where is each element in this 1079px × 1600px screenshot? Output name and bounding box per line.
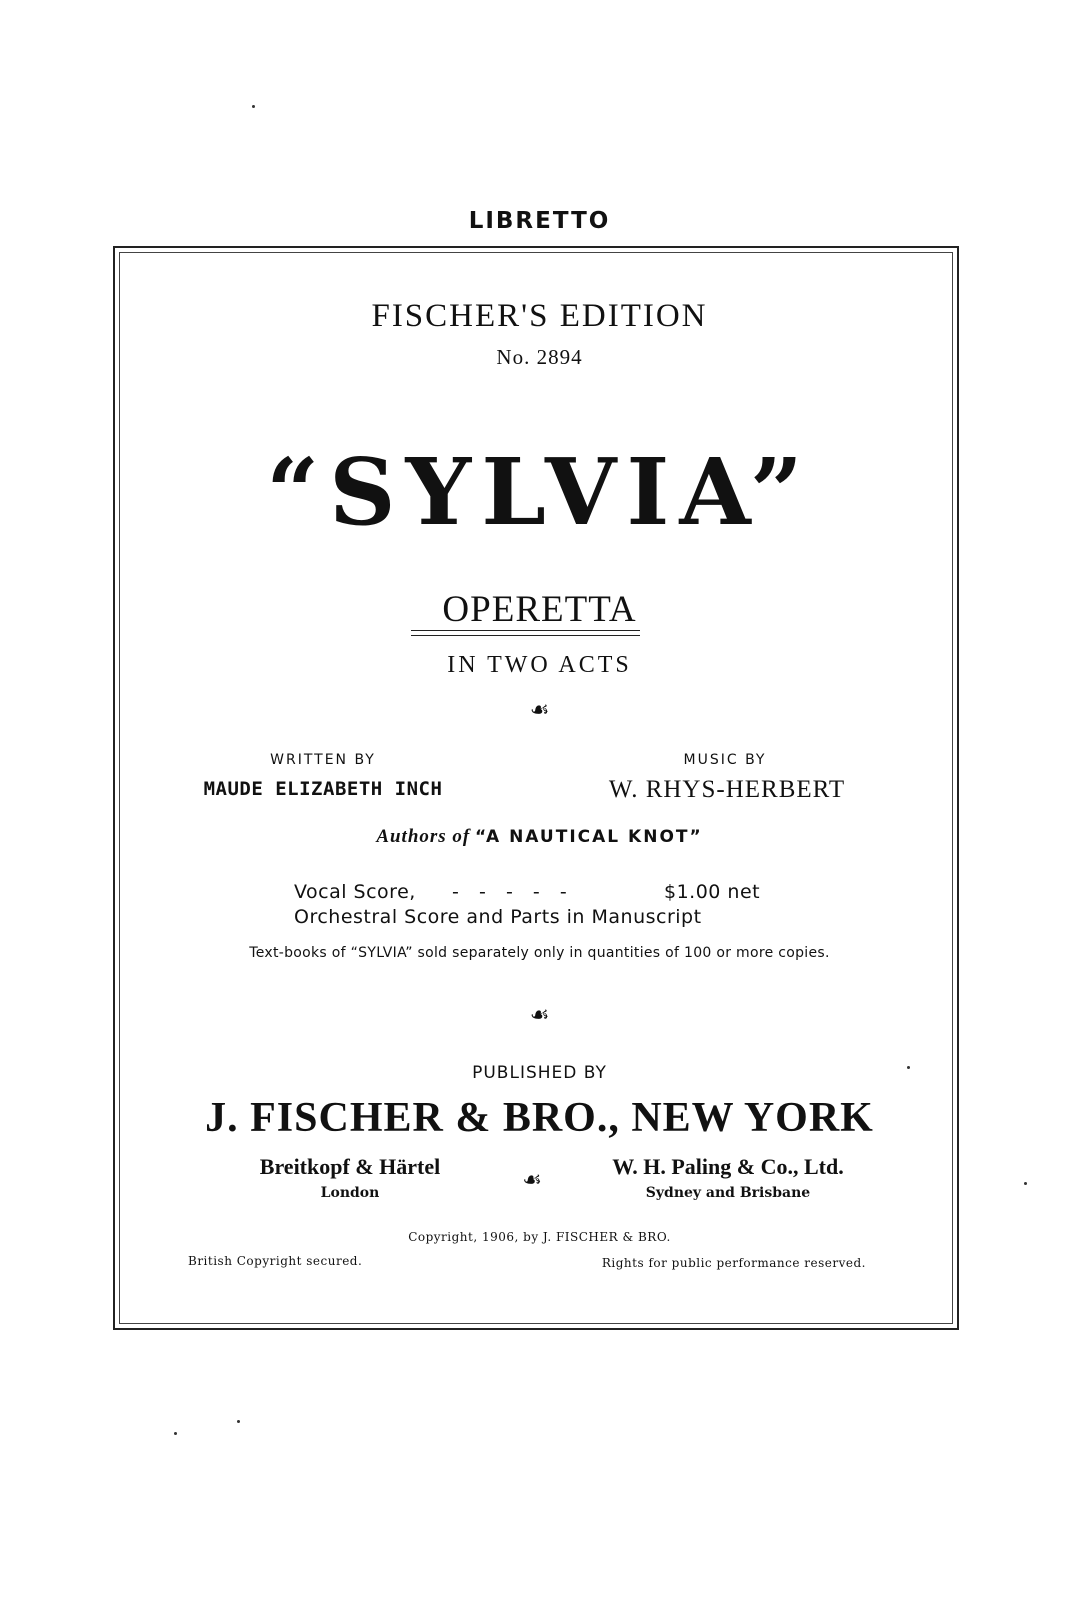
writer-name: MAUDE ELIZABETH INCH	[203, 778, 443, 800]
published-by-label: PUBLISHED BY	[472, 1063, 607, 1083]
acts-line: IN TWO ACTS	[447, 652, 632, 678]
authors-work: “A NAUTICAL KNOT”	[475, 827, 703, 847]
authors-line	[0, 826, 1079, 848]
agent-sydney-city: Sydney and Brisbane	[645, 1185, 811, 1201]
floral-ornament-icon: ☙	[529, 698, 550, 723]
page-title: “SYLVIA”	[266, 438, 813, 546]
publisher-name: J. FISCHER & BRO., NEW YORK	[205, 1095, 874, 1141]
orchestral-score-line: Orchestral Score and Parts in Manuscript	[294, 906, 702, 928]
scan-speck	[252, 105, 255, 108]
scan-speck	[237, 1420, 240, 1423]
edition-name: FISCHER'S EDITION	[371, 298, 708, 334]
agent-london-city: London	[320, 1185, 380, 1201]
composer-name: W. RHYS-HERBERT	[608, 776, 846, 803]
textbooks-note: Text-books of “SYLVIA” sold separately only in quantities of 100 or more copies.	[249, 945, 830, 961]
vocal-score-leader: - - - - -	[452, 881, 568, 903]
performance-rights: Rights for public performance reserved.	[601, 1256, 866, 1270]
floral-ornament-icon: ☙	[529, 1003, 550, 1028]
vocal-score-label: Vocal Score,	[294, 881, 416, 903]
floral-ornament-icon: ☙	[522, 1168, 542, 1193]
subtitle-rule-top	[411, 630, 640, 631]
subtitle-rule-bottom	[411, 635, 640, 636]
subtitle: OPERETTA	[442, 589, 637, 630]
scan-speck	[174, 1432, 177, 1435]
british-copyright: British Copyright secured.	[188, 1254, 363, 1268]
libretto-label: LIBRETTO	[468, 208, 611, 234]
written-by-label: WRITTEN BY	[270, 752, 376, 768]
copyright-line: Copyright, 1906, by J. FISCHER & BRO.	[408, 1230, 671, 1244]
edition-number: No. 2894	[496, 345, 583, 369]
agent-london: Breitkopf & Härtel	[259, 1154, 441, 1179]
authors-prefix: Authors of	[376, 826, 471, 847]
scan-speck	[1024, 1182, 1027, 1185]
agent-sydney: W. H. Paling & Co., Ltd.	[612, 1154, 844, 1179]
vocal-score-price: $1.00 net	[664, 881, 761, 903]
music-by-label: MUSIC BY	[683, 752, 767, 768]
scan-speck	[907, 1066, 910, 1069]
